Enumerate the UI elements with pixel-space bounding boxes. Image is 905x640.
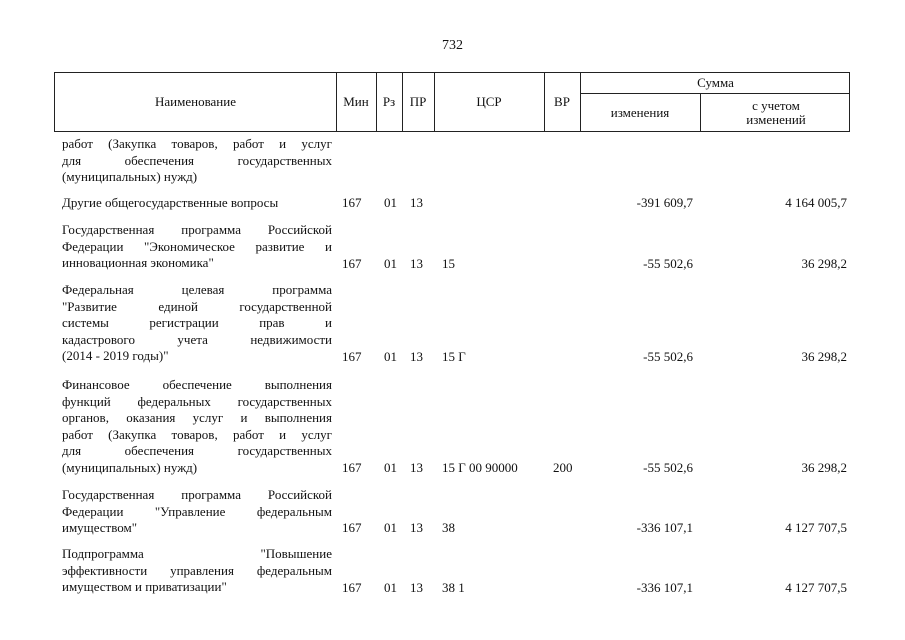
cell-rz: 01 (384, 580, 397, 595)
header-rz: Рз (382, 94, 396, 109)
cell-rz: 01 (384, 460, 397, 475)
cell-rz: 01 (384, 195, 397, 210)
cell-min: 167 (342, 460, 362, 475)
header-name: Наименование (155, 94, 236, 109)
cell-change: -55 502,6 (643, 256, 693, 271)
cell-change: -55 502,6 (643, 349, 693, 364)
header-vr: ВР (554, 94, 570, 109)
cell-csr: 15 (442, 256, 455, 271)
cell-pr: 13 (410, 580, 423, 595)
row-name: работ (Закупка товаров, работ и услуг для обеспечения государственных (муниципальных) нужд) (62, 136, 332, 184)
row-name: Государственная программа Российской Федерации "Экономическое развитие и инновационная экономика" (62, 222, 332, 270)
cell-vr: 200 (553, 460, 573, 475)
header-sum: Сумма (697, 75, 734, 90)
cell-pr: 13 (410, 520, 423, 535)
cell-min: 167 (342, 256, 362, 271)
cell-total: 36 298,2 (801, 256, 847, 271)
cell-total: 4 164 005,7 (785, 195, 847, 210)
row-name: Другие общегосударственные вопросы (62, 195, 279, 210)
cell-csr: 15 Г 00 90000 (442, 460, 518, 475)
cell-total: 4 127 707,5 (785, 520, 847, 535)
cell-csr: 38 1 (442, 580, 465, 595)
cell-pr: 13 (410, 256, 423, 271)
cell-pr: 13 (410, 460, 423, 475)
header-with-change-line2: изменений (746, 111, 806, 127)
cell-rz: 01 (384, 520, 397, 535)
header-with-change (701, 94, 851, 131)
cell-min: 167 (342, 349, 362, 364)
cell-rz: 01 (384, 349, 397, 364)
cell-total: 4 127 707,5 (785, 580, 847, 595)
cell-pr: 13 (410, 349, 423, 364)
row-name: Государственная программа Российской Федерации "Управление федеральным имуществом" (62, 487, 332, 535)
row-name: Федеральная целевая программа "Развитие единой государственной системы регистрации прав и кадастрового учета недвижимости (2014 - 2019 годы)" (62, 282, 332, 363)
cell-min: 167 (342, 520, 362, 535)
header-change: изменения (610, 104, 670, 120)
cell-pr: 13 (410, 195, 423, 210)
row-name: Финансовое обеспечение выполнения функций федеральных государственных органов, оказания услуг и выполнения работ (Закупка товаров, работ и услуг для обеспечения государственных (муниципальных) нужд) (62, 377, 332, 475)
cell-rz: 01 (384, 256, 397, 271)
header-min: Мин (343, 94, 369, 109)
cell-total: 36 298,2 (801, 460, 847, 475)
cell-min: 167 (342, 580, 362, 595)
cell-min: 167 (342, 195, 362, 210)
cell-total: 36 298,2 (801, 349, 847, 364)
cell-change: -55 502,6 (643, 460, 693, 475)
cell-csr: 38 (442, 520, 455, 535)
row-name: Подпрограмма "Повышение эффективности управления федеральным имуществом и приватизации" (62, 546, 332, 594)
cell-change: -336 107,1 (636, 580, 693, 595)
page-number: 732 (442, 38, 463, 53)
header-pr: ПР (409, 94, 427, 109)
cell-csr: 15 Г (442, 349, 466, 364)
cell-change: -336 107,1 (636, 520, 693, 535)
table-header (54, 72, 850, 132)
cell-change: -391 609,7 (636, 195, 693, 210)
header-csr: ЦСР (476, 94, 502, 109)
header-with-change-line1: с учетом (752, 97, 800, 113)
